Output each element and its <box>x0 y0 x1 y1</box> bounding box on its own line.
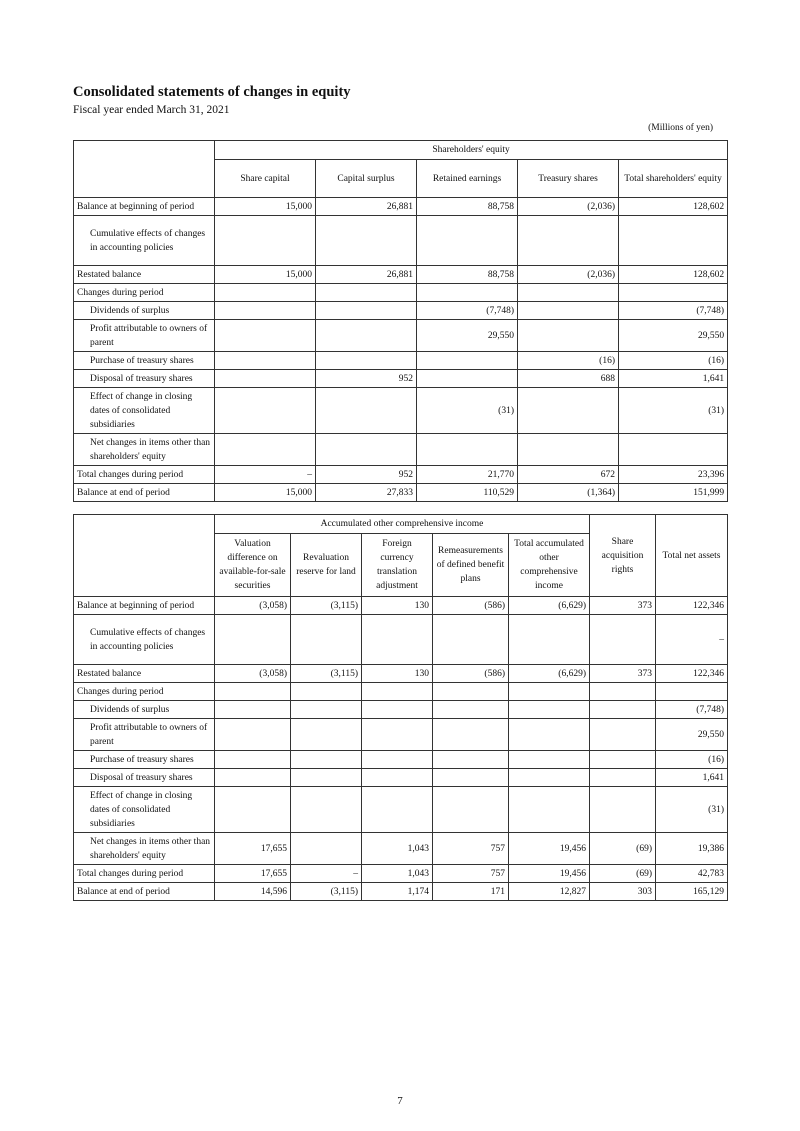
value-cell: – <box>656 615 728 665</box>
value-cell <box>215 302 316 320</box>
value-cell <box>433 787 509 833</box>
value-cell: – <box>215 466 316 484</box>
row-label: Profit attributable to owners of parent <box>74 320 215 352</box>
value-cell <box>291 701 362 719</box>
table-row <box>74 388 728 434</box>
value-cell <box>291 615 362 665</box>
value-cell <box>316 352 417 370</box>
column-header: Total accumulated other comprehensive income <box>509 534 590 597</box>
value-cell: (3,058) <box>215 665 291 683</box>
value-cell: 42,783 <box>656 865 728 883</box>
row-label: Changes during period <box>74 284 215 302</box>
value-cell: 757 <box>433 865 509 883</box>
row-label: Restated balance <box>74 266 215 284</box>
value-cell <box>215 320 316 352</box>
value-cell: (31) <box>619 388 728 434</box>
group-header: Shareholders' equity <box>215 141 728 160</box>
value-cell: 14,596 <box>215 883 291 901</box>
table-row <box>74 719 728 751</box>
value-cell: 29,550 <box>619 320 728 352</box>
value-cell <box>433 751 509 769</box>
row-label: Changes during period <box>74 683 215 701</box>
value-cell: (31) <box>417 388 518 434</box>
value-cell <box>362 701 433 719</box>
value-cell <box>509 787 590 833</box>
value-cell: (586) <box>433 597 509 615</box>
value-cell: 128,602 <box>619 266 728 284</box>
row-label: Profit attributable to owners of parent <box>74 719 215 751</box>
page-number: 7 <box>397 1095 403 1107</box>
value-cell: 88,758 <box>417 198 518 216</box>
value-cell <box>316 388 417 434</box>
row-label: Balance at end of period <box>74 484 215 502</box>
table-row <box>74 787 728 833</box>
header-corner <box>74 515 215 597</box>
row-label: Dividends of surplus <box>74 701 215 719</box>
value-cell: 1,641 <box>656 769 728 787</box>
value-cell: 303 <box>590 883 656 901</box>
value-cell: 26,881 <box>316 198 417 216</box>
value-cell <box>215 370 316 388</box>
row-label: Balance at beginning of period <box>74 198 215 216</box>
value-cell <box>590 751 656 769</box>
table-row <box>74 302 728 320</box>
value-cell: 27,833 <box>316 484 417 502</box>
value-cell: 130 <box>362 665 433 683</box>
value-cell: 15,000 <box>215 198 316 216</box>
value-cell <box>518 320 619 352</box>
value-cell <box>433 683 509 701</box>
value-cell: (16) <box>518 352 619 370</box>
value-cell <box>362 787 433 833</box>
table-row <box>74 266 728 284</box>
value-cell <box>215 719 291 751</box>
value-cell <box>590 615 656 665</box>
value-cell: (3,115) <box>291 597 362 615</box>
value-cell: 952 <box>316 370 417 388</box>
table-row <box>74 370 728 388</box>
value-cell: (16) <box>656 751 728 769</box>
value-cell: (16) <box>619 352 728 370</box>
value-cell: 12,827 <box>509 883 590 901</box>
value-cell <box>291 751 362 769</box>
row-label: Disposal of treasury shares <box>74 370 215 388</box>
table-row <box>74 484 728 502</box>
value-cell <box>362 769 433 787</box>
value-cell: 373 <box>590 665 656 683</box>
value-cell: 130 <box>362 597 433 615</box>
value-cell: (3,115) <box>291 883 362 901</box>
value-cell: (7,748) <box>417 302 518 320</box>
value-cell: 21,770 <box>417 466 518 484</box>
value-cell: 1,043 <box>362 833 433 865</box>
value-cell: 122,346 <box>656 665 728 683</box>
value-cell <box>518 434 619 466</box>
value-cell: 151,999 <box>619 484 728 502</box>
table-row <box>74 597 728 615</box>
value-cell <box>215 352 316 370</box>
table-row <box>74 769 728 787</box>
row-label: Total changes during period <box>74 865 215 883</box>
value-cell: (2,036) <box>518 198 619 216</box>
value-cell: (6,629) <box>509 597 590 615</box>
table-row <box>74 665 728 683</box>
value-cell: 26,881 <box>316 266 417 284</box>
row-label: Dividends of surplus <box>74 302 215 320</box>
value-cell: 122,346 <box>656 597 728 615</box>
row-label: Effect of change in closing dates of consolidated subsidiaries <box>74 787 215 833</box>
value-cell: (586) <box>433 665 509 683</box>
value-cell <box>291 719 362 751</box>
value-cell: 373 <box>590 597 656 615</box>
value-cell: (6,629) <box>509 665 590 683</box>
value-cell <box>433 701 509 719</box>
value-cell <box>417 216 518 266</box>
value-cell: 110,529 <box>417 484 518 502</box>
table-row <box>74 284 728 302</box>
value-cell: (2,036) <box>518 266 619 284</box>
value-cell: 19,456 <box>509 865 590 883</box>
value-cell: (3,115) <box>291 665 362 683</box>
value-cell <box>362 683 433 701</box>
value-cell <box>215 751 291 769</box>
value-cell: 19,456 <box>509 833 590 865</box>
table-row <box>74 683 728 701</box>
value-cell: 128,602 <box>619 198 728 216</box>
value-cell <box>619 434 728 466</box>
value-cell <box>362 615 433 665</box>
column-header: Share capital <box>215 160 316 198</box>
row-label: Effect of change in closing dates of consolidated subsidiaries <box>74 388 215 434</box>
column-header: Foreign currency translation adjustment <box>362 534 433 597</box>
column-header: Valuation difference on available-for-sale securities <box>215 534 291 597</box>
value-cell: 1,641 <box>619 370 728 388</box>
value-cell: 688 <box>518 370 619 388</box>
value-cell <box>433 719 509 751</box>
value-cell <box>656 683 728 701</box>
value-cell <box>291 787 362 833</box>
value-cell <box>619 216 728 266</box>
value-cell: 952 <box>316 466 417 484</box>
value-cell: – <box>291 865 362 883</box>
value-cell: (7,748) <box>619 302 728 320</box>
value-cell <box>509 719 590 751</box>
value-cell <box>417 284 518 302</box>
value-cell <box>316 434 417 466</box>
table-row <box>74 352 728 370</box>
row-label: Restated balance <box>74 665 215 683</box>
value-cell: 171 <box>433 883 509 901</box>
value-cell: 15,000 <box>215 266 316 284</box>
value-cell <box>215 615 291 665</box>
value-cell <box>509 769 590 787</box>
value-cell <box>509 615 590 665</box>
value-cell <box>316 216 417 266</box>
value-cell <box>215 787 291 833</box>
table-row <box>74 320 728 352</box>
column-header: Total shareholders' equity <box>619 160 728 198</box>
value-cell <box>362 751 433 769</box>
value-cell <box>316 284 417 302</box>
column-header: Revaluation reserve for land <box>291 534 362 597</box>
value-cell <box>215 769 291 787</box>
row-label: Disposal of treasury shares <box>74 769 215 787</box>
value-cell <box>215 216 316 266</box>
value-cell <box>215 701 291 719</box>
value-cell <box>215 388 316 434</box>
table-row <box>74 198 728 216</box>
row-label: Cumulative effects of changes in accounting policies <box>74 615 215 665</box>
value-cell <box>518 284 619 302</box>
value-cell <box>291 683 362 701</box>
row-label: Balance at end of period <box>74 883 215 901</box>
value-cell: 29,550 <box>656 719 728 751</box>
column-header: Remeasurements of defined benefit plans <box>433 534 509 597</box>
value-cell: 17,655 <box>215 833 291 865</box>
table-row <box>74 615 728 665</box>
row-label: Net changes in items other than shareholders' equity <box>74 434 215 466</box>
value-cell: 1,043 <box>362 865 433 883</box>
column-header: Capital surplus <box>316 160 417 198</box>
value-cell <box>509 683 590 701</box>
table-row <box>74 833 728 865</box>
row-label: Purchase of treasury shares <box>74 352 215 370</box>
value-cell <box>590 769 656 787</box>
table-row <box>74 434 728 466</box>
value-cell <box>509 751 590 769</box>
value-cell: 23,396 <box>619 466 728 484</box>
row-label: Cumulative effects of changes in accounting policies <box>74 216 215 266</box>
value-cell: 19,386 <box>656 833 728 865</box>
value-cell <box>291 833 362 865</box>
table-row <box>74 701 728 719</box>
value-cell <box>316 302 417 320</box>
value-cell <box>590 787 656 833</box>
value-cell <box>417 352 518 370</box>
value-cell <box>619 284 728 302</box>
value-cell <box>316 320 417 352</box>
value-cell <box>215 434 316 466</box>
column-header: Share acquisition rights <box>590 515 656 597</box>
table-row <box>74 216 728 266</box>
value-cell: 165,129 <box>656 883 728 901</box>
value-cell: 29,550 <box>417 320 518 352</box>
value-cell <box>215 284 316 302</box>
units-note: (Millions of yen) <box>648 123 713 133</box>
value-cell <box>590 701 656 719</box>
column-header: Total net assets <box>656 515 728 597</box>
value-cell <box>433 769 509 787</box>
value-cell: 1,174 <box>362 883 433 901</box>
value-cell: (69) <box>590 833 656 865</box>
value-cell <box>518 302 619 320</box>
fiscal-period: Fiscal year ended March 31, 2021 <box>73 104 230 116</box>
value-cell: 15,000 <box>215 484 316 502</box>
value-cell: (69) <box>590 865 656 883</box>
table-row <box>74 865 728 883</box>
value-cell <box>518 388 619 434</box>
value-cell <box>417 434 518 466</box>
shareholders-equity-table <box>73 140 728 502</box>
value-cell <box>291 769 362 787</box>
value-cell: 88,758 <box>417 266 518 284</box>
value-cell <box>590 719 656 751</box>
header-corner <box>74 141 215 198</box>
value-cell <box>433 615 509 665</box>
column-header: Retained earnings <box>417 160 518 198</box>
row-label: Balance at beginning of period <box>74 597 215 615</box>
table-row <box>74 751 728 769</box>
value-cell <box>417 370 518 388</box>
row-label: Net changes in items other than shareholders' equity <box>74 833 215 865</box>
row-label: Total changes during period <box>74 466 215 484</box>
value-cell <box>509 701 590 719</box>
value-cell: 17,655 <box>215 865 291 883</box>
value-cell: (31) <box>656 787 728 833</box>
value-cell: (3,058) <box>215 597 291 615</box>
group-header: Accumulated other comprehensive income <box>215 515 590 534</box>
value-cell <box>590 683 656 701</box>
column-header: Treasury shares <box>518 160 619 198</box>
value-cell <box>215 683 291 701</box>
table-row <box>74 466 728 484</box>
value-cell <box>518 216 619 266</box>
value-cell <box>362 719 433 751</box>
value-cell: 672 <box>518 466 619 484</box>
table-row <box>74 883 728 901</box>
row-label: Purchase of treasury shares <box>74 751 215 769</box>
value-cell: (1,364) <box>518 484 619 502</box>
value-cell: (7,748) <box>656 701 728 719</box>
comprehensive-income-table <box>73 514 728 901</box>
page-title: Consolidated statements of changes in equity <box>73 84 351 100</box>
value-cell: 757 <box>433 833 509 865</box>
